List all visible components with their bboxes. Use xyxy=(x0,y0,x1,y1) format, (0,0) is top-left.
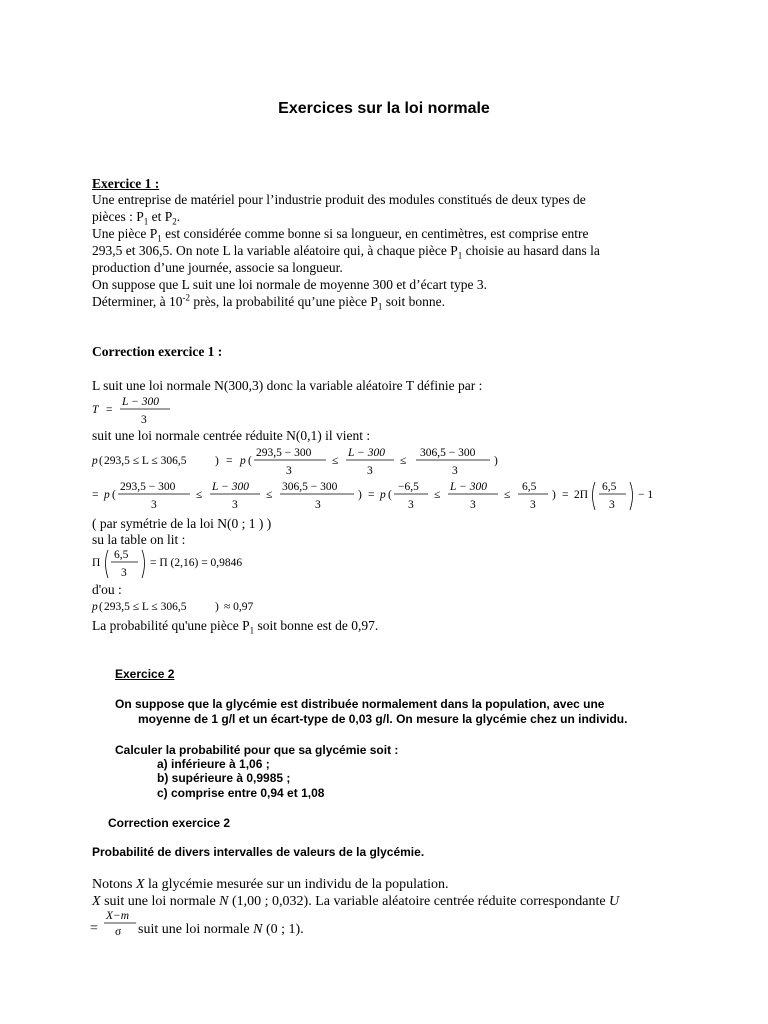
formula-text: 3 xyxy=(151,499,157,511)
paren-left xyxy=(106,550,109,578)
formula-text: ) xyxy=(552,489,556,501)
formula-text: L − 300 xyxy=(348,447,385,459)
formula-text: = Π (2,16) = 0,9846 xyxy=(150,557,243,569)
formula-text: ( xyxy=(112,489,116,501)
formula-text: 6,5 xyxy=(114,549,129,561)
formula-text: ) xyxy=(358,489,362,501)
exercise2-item-b: b) supérieure à 0,9985 ; xyxy=(157,771,291,785)
exercise1-line: Déterminer, à $10^{-2}$ près, la probabilité qu’une pièce $P_1$ soit bonne. xyxy=(92,292,445,312)
formula-text: = xyxy=(562,489,569,501)
exercise1-heading: Exercice 1 : xyxy=(92,176,160,191)
correction1-text: L suit une loi normale N(300,3) donc la variable aléatoire T définie par : xyxy=(92,378,483,393)
formula-text: 3 xyxy=(286,465,292,477)
probability-formula-line1 xyxy=(90,444,530,480)
formula-text: p xyxy=(92,455,98,467)
formula-text: 3 xyxy=(121,567,127,579)
correction2-text: suit une loi normale N (0 ; 1). xyxy=(138,922,304,937)
formula-text: ( xyxy=(388,489,392,501)
formula-text: L − 300 xyxy=(212,481,249,493)
formula-text: 306,5 − 300 xyxy=(282,481,338,493)
formula-text: L − 300 xyxy=(450,481,487,493)
formula-text: X−m xyxy=(106,910,130,922)
formula-text: 293,5 − 300 xyxy=(120,481,176,493)
formula-text: 2Π xyxy=(574,489,589,501)
formula-text: p xyxy=(240,455,246,467)
exercise1-line: 293,5 et 306,5. On note L la variable aléatoire qui, à chaque pièce $P_1$ choisie au hasard dans la xyxy=(92,243,600,261)
exercise1-line: Une pièce $P_1$ est considérée comme bonne si sa longueur, en centimètres, est comprise entre xyxy=(92,226,589,244)
formula-text: = xyxy=(92,489,99,501)
approx-formula xyxy=(90,596,290,614)
formula-text: T xyxy=(92,404,99,416)
probability-formula-line2 xyxy=(90,478,654,518)
exercise1-line: production d’une journée, associe sa longueur. xyxy=(92,260,343,275)
formula-text: = xyxy=(106,404,113,416)
formula-text: ) xyxy=(494,455,498,467)
formula-text: 6,5 xyxy=(522,481,537,493)
formula-text: − 1 xyxy=(638,489,654,501)
exercise2-question: Calculer la probabilité pour que sa glycémie soit : xyxy=(115,743,399,757)
formula-text: 3 xyxy=(141,414,147,426)
formula-text: 306,5 − 300 xyxy=(420,447,476,459)
formula-text: 3 xyxy=(530,499,536,511)
correction1-heading: Correction exercice 1 : xyxy=(92,344,223,359)
exercise1-line: pièces : $P_1$ et $P_2$. xyxy=(92,209,181,227)
t-definition-formula xyxy=(90,394,210,428)
formula-text: p xyxy=(104,489,110,501)
correction2-heading: Correction exercice 2 xyxy=(108,816,231,830)
formula-text: ≈ 0,97 xyxy=(224,601,254,613)
formula-text: 3 xyxy=(408,499,414,511)
formula-text: ( xyxy=(99,601,103,613)
correction1-text: ( par symétrie de la loi N(0 ; 1 ) ) xyxy=(92,516,272,531)
formula-text: ≤ xyxy=(400,455,407,467)
formula-text: 6,5 xyxy=(602,481,617,493)
formula-text: 293,5 − 300 xyxy=(256,447,312,459)
correction1-text: suit une loi normale centrée réduite N(0,1) il vient : xyxy=(92,428,371,443)
formula-text: ≤ xyxy=(504,489,511,501)
formula-text: Π xyxy=(92,557,101,569)
formula-text: = xyxy=(368,489,375,501)
exercise2-text: On suppose que la glycémie est distribuée normalement dans la population, avec une xyxy=(115,697,605,711)
paren-left xyxy=(593,482,596,510)
exercise1-line: On suppose que L suit une loi normale de moyenne 300 et d’écart type 3. xyxy=(92,277,488,292)
formula-text: 293,5 ≤ L ≤ 306,5 xyxy=(104,455,187,467)
formula-text: 3 xyxy=(609,499,615,511)
formula-text: ) xyxy=(215,601,219,613)
formula-text: ≤ xyxy=(266,489,273,501)
correction1-text: su la table on lit : xyxy=(92,532,186,547)
formula-text: 3 xyxy=(452,465,458,477)
formula-text: ) xyxy=(215,455,219,467)
correction2-text: Notons X la glycémie mesurée sur un individu de la population. xyxy=(92,877,449,892)
page-title: Exercices sur la loi normale xyxy=(278,100,490,117)
correction1-conclusion: La probabilité qu'une pièce $P_1$ soit bonne est de 0,97. xyxy=(92,618,379,636)
formula-text: ≤ xyxy=(196,489,203,501)
formula-text: ≤ xyxy=(332,455,339,467)
formula-text: ( xyxy=(248,455,252,467)
formula-text: L − 300 xyxy=(122,396,159,408)
exercise2-item-a: a) inférieure à 1,06 ; xyxy=(157,757,270,771)
exercise2-item-c: c) comprise entre 0,94 et 1,08 xyxy=(157,786,325,800)
formula-text: ( xyxy=(99,455,103,467)
correction1-text: d'ou : xyxy=(92,582,122,597)
formula-text: ≤ xyxy=(434,489,441,501)
formula-text: = xyxy=(226,455,233,467)
formula-text: 3 xyxy=(232,499,238,511)
pi-table-formula xyxy=(90,546,310,582)
formula-text: 3 xyxy=(315,499,321,511)
paren-right xyxy=(630,482,633,510)
correction2-subtitle: Probabilité de divers intervalles de valeurs de la glycémie. xyxy=(92,845,425,859)
formula-text: p xyxy=(92,601,98,613)
correction2-text: X suit une loi normale N (1,00 ; 0,032). La variable aléatoire centrée réduite correspondante U xyxy=(92,894,620,909)
formula-text: σ xyxy=(115,926,122,938)
formula-text: 3 xyxy=(367,465,373,477)
formula-text: 293,5 ≤ L ≤ 306,5 xyxy=(104,601,187,613)
formula-text: = xyxy=(90,921,98,936)
formula-text: 3 xyxy=(470,499,476,511)
formula-text: p xyxy=(380,489,386,501)
formula-text: −6,5 xyxy=(398,481,419,493)
exercise2-text: moyenne de 1 g/l et un écart-type de 0,03 g/l. On mesure la glycémie chez un individu. xyxy=(138,712,628,726)
exercise2-heading: Exercice 2 xyxy=(115,667,175,681)
exercise1-line: Une entreprise de matériel pour l’industrie produit des modules constitués de deux types de xyxy=(92,192,586,207)
paren-right xyxy=(142,550,145,578)
